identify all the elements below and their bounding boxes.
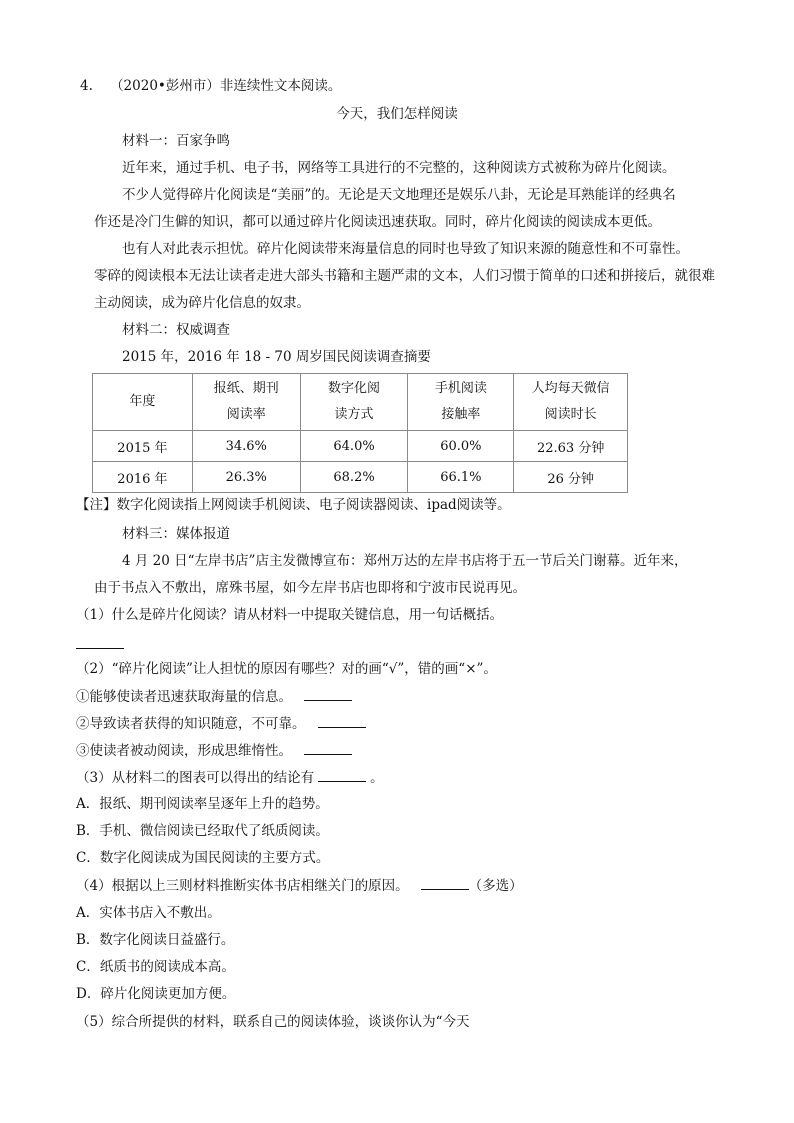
material3-heading: 材料三：媒体报道 — [122, 526, 230, 542]
table-cell: 2015 年 — [93, 431, 193, 462]
question3-option-a: A．报纸、期刊阅读率呈逐年上升的趋势。 — [76, 796, 329, 812]
table-caption: 2015 年，2016 年 18 - 70 周岁国民阅读调查摘要 — [122, 349, 431, 365]
table-cell: 34.6% — [192, 431, 300, 462]
question1-answer-blank[interactable] — [76, 648, 124, 649]
table-note: 【注】数字化阅读指上网阅读手机阅读、电子阅读器阅读、ipad阅读等。 — [76, 497, 511, 513]
table-row — [93, 462, 628, 493]
material1-paragraph2-line1: 不少人觉得碎片化阅读是“美丽”的。无论是天文地理还是娱乐八卦，无论是耳熟能详的经典名 — [122, 187, 676, 203]
question2-item3: ③使读者被动阅读，形成思维惰性。 — [76, 740, 352, 761]
material3-paragraph-line2: 由于书点入不敷出，席殊书屋，如今左岸书店也即将和宁波市民说再见。 — [94, 580, 526, 596]
table-cell: 26 分钟 — [514, 462, 628, 493]
material1-paragraph3-line1: 也有人对此表示担忧。碎片化阅读带来海量信息的同时也导致了知识来源的随意性和不可靠性。 — [122, 241, 689, 257]
header-mobile-reading: 手机阅读 接触率 — [408, 374, 514, 431]
question1-text: （1）什么是碎片化阅读？请从材料一中提取关键信息，用一句话概括。 — [76, 607, 504, 623]
table-header-row — [93, 374, 628, 431]
question4-option-c: C．纸质书的阅读成本高。 — [76, 959, 235, 975]
table-row — [93, 431, 628, 462]
question2-item3-blank[interactable] — [304, 740, 352, 755]
material1-heading: 材料一：百家争鸣 — [122, 133, 230, 149]
question3-option-c: C．数字化阅读成为国民阅读的主要方式。 — [76, 850, 330, 866]
question5-text: （5）综合所提供的材料，联系自己的阅读体验，谈谈你认为“今天 — [76, 1014, 470, 1030]
question4-option-d: D．碎片化阅读更加方便。 — [76, 986, 236, 1002]
question2-item1: ①能够使读者迅速获取海量的信息。 — [76, 686, 352, 707]
header-digital-reading: 数字化阅 读方式 — [300, 374, 408, 431]
question3-option-b: B．手机、微信阅读已经取代了纸质阅读。 — [76, 823, 329, 839]
question-header — [80, 76, 341, 96]
table-cell: 22.63 分钟 — [514, 431, 628, 462]
material1-paragraph2-line2: 作还是冷门生僻的知识，都可以通过碎片化阅读迅速获取。同时，碎片化阅读的阅读成本更低。 — [94, 214, 661, 230]
question2-text: （2）“碎片化阅读”让人担忧的原因有哪些？对的画“√”，错的画“×”。 — [76, 661, 497, 677]
question-number: 4. — [80, 78, 93, 94]
question2-item2-blank[interactable] — [318, 713, 366, 728]
question3-blank[interactable] — [318, 767, 366, 782]
table-cell: 26.3% — [192, 462, 300, 493]
question4-option-b: B．数字化阅读日益盛行。 — [76, 932, 235, 948]
survey-table — [92, 373, 628, 493]
table-cell: 66.1% — [408, 462, 514, 493]
material2-heading: 材料二：权威调查 — [122, 322, 230, 338]
question4-text: （4）根据以上三则材料推断实体书店相继关门的原因。 （多选） — [76, 875, 523, 896]
question3-text: （3）从材料二的图表可以得出的结论有 。 — [76, 767, 384, 788]
question-source: （2020•彭州市）非连续性文本阅读。 — [110, 78, 342, 94]
header-newspaper-rate: 报纸、期刊 阅读率 — [192, 374, 300, 431]
article-title: 今天，我们怎样阅读 — [336, 106, 458, 122]
table-cell: 64.0% — [300, 431, 408, 462]
table-cell: 2016 年 — [93, 462, 193, 493]
question4-option-a: A．实体书店入不敷出。 — [76, 905, 221, 921]
table-cell: 68.2% — [300, 462, 408, 493]
question2-item2: ②导致读者获得的知识随意，不可靠。 — [76, 713, 366, 734]
header-year: 年度 — [93, 374, 193, 431]
material1-paragraph3-line3: 主动阅读，成为碎片化信息的奴隶。 — [94, 295, 310, 311]
material1-paragraph1: 近年来，通过手机、电子书，网络等工具进行的不完整的，这种阅读方式被称为碎片化阅读。 — [122, 160, 676, 176]
material1-paragraph3-line2: 零碎的阅读根本无法让读者走进大部头书籍和主题严肃的文本，人们习惯于简单的口述和拼接后，就很难 — [94, 268, 715, 284]
header-wechat-time: 人均每天微信 阅读时长 — [514, 374, 628, 431]
question4-blank[interactable] — [421, 875, 469, 890]
question2-item1-blank[interactable] — [304, 686, 352, 701]
table-cell: 60.0% — [408, 431, 514, 462]
material3-paragraph-line1: 4 月 20 日“左岸书店”店主发微博宣布：郑州万达的左岸书店将于五一节后关门谢幕。近年来， — [122, 553, 688, 569]
